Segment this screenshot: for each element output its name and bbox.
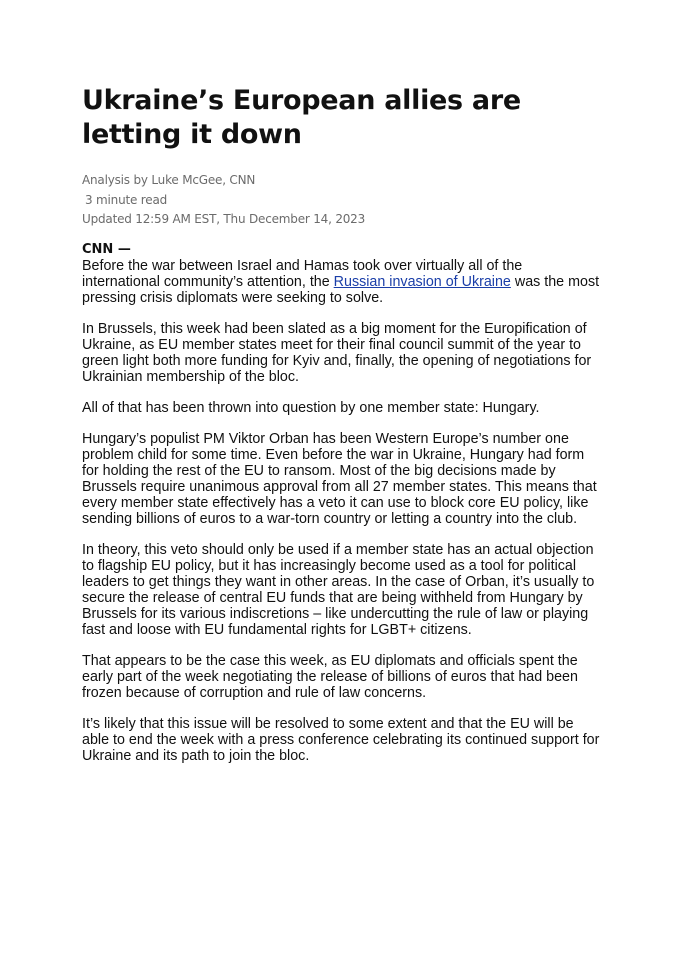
paragraph-5: In theory, this veto should only be used if a member state has an actual objection to flagship EU policy, but it has increasingly become used as a tool for political leaders to get things they want in other areas. In the case of Orban, it’s usually to secure the release of central EU funds that are being withheld from Hungary by Brussels for its various indiscretions – like undercutting the rule of law or playing fast and loose with EU fundamental rights for LGBT+ citizens. (82, 541, 595, 638)
article-meta (82, 171, 602, 230)
russian-invasion-link[interactable]: Russian invasion of Ukraine (333, 273, 511, 290)
paragraph-4: Hungary’s populist PM Viktor Orban has been Western Europe’s number one problem child for some time. Even before the war in Ukraine, Hungary had form for holding the rest of the EU to ransom. Most of the big decisions made by Brussels require unanimous approval from all 27 member states. This means that every member state effectively has a veto it can use to block core EU policy, like sending billions of euros to a war-torn country or letting a country into the club. (82, 430, 597, 527)
updated-timestamp: Updated 12:59 AM EST, Thu December 14, 2023 (82, 212, 366, 226)
paragraph-1-text-end: was the most pressing crisis diplomats were seeking to solve. (82, 273, 600, 306)
paragraph-1-text-start: Before the war between Israel and Hamas took over virtually all of the international community’s attention, the (82, 257, 523, 290)
article-headline: Ukraine’s European allies are letting it down (82, 85, 521, 150)
paragraph-2: In Brussels, this week had been slated as a big moment for the Europification of Ukraine, as EU member states meet for their final council summit of the year to green light both more funding for Kyiv and, finally, the opening of negotiations for Ukrainian membership of the bloc. (82, 320, 592, 385)
paragraph-6: That appears to be the case this week, as EU diplomats and officials spent the early part of the week negotiating the release of billions of euros that had been frozen because of corruption and rule of law concerns. (82, 652, 578, 701)
article (82, 84, 602, 779)
read-time: 3 minute read (85, 192, 168, 207)
paragraph-1 (82, 258, 602, 306)
paragraph-7: It’s likely that this issue will be resolved to some extent and that the EU will be able to end the week with a press conference celebrating its continued support for Ukraine and its path to join the bloc. (82, 715, 600, 764)
paragraph-3: All of that has been thrown into question by one member state: Hungary. (82, 399, 540, 416)
byline: Analysis by Luke McGee, CNN (82, 173, 256, 187)
source-label: CNN — (82, 241, 131, 257)
article-body (82, 242, 602, 764)
